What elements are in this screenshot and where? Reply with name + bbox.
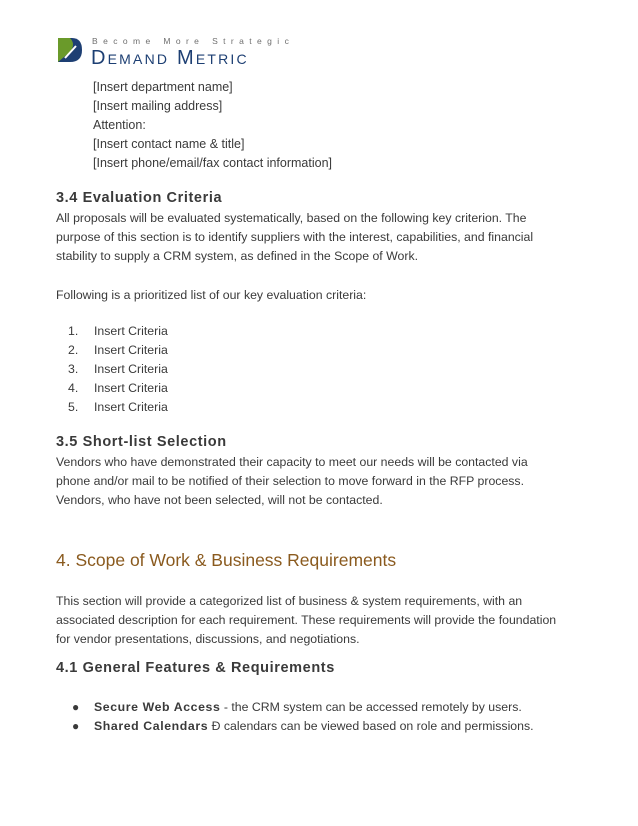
list-number: 4. [68,381,79,395]
list-text: Insert Criteria [94,362,168,376]
list-item [72,698,534,717]
paragraph-line: associated description for each requirement. These requirements will provide the foundation [56,613,557,627]
list-number: 2. [68,343,79,357]
requirement-description: - the CRM system can be accessed remotely by users. [220,700,522,714]
address-line: [Insert phone/email/fax contact information] [93,156,333,170]
paragraph-criteria-intro [56,286,596,305]
list-number: 5. [68,400,79,414]
list-text: Insert Criteria [94,400,168,414]
paragraph-line: for vendor presentations, discussions, and negotiations. [56,632,360,646]
list-item [68,360,168,379]
bullet-icon: ● [72,719,80,733]
paragraph-evaluation [56,209,596,266]
list-item [68,398,168,417]
paragraph-line: All proposals will be evaluated systematically, based on the following key criterion. The [56,211,527,225]
address-line: [Insert contact name & title] [93,137,245,151]
list-text: Insert Criteria [94,381,168,395]
paragraph-line: Vendors who have demonstrated their capacity to meet our needs will be contacted via [56,455,528,469]
list-number: 1. [68,324,79,338]
requirement-title: Shared Calendars [94,719,209,733]
paragraph-scope [56,592,596,649]
requirements-list [72,698,534,736]
criteria-list [68,322,168,417]
bullet-icon: ● [72,700,80,714]
address-line: Attention: [93,118,146,132]
list-item [68,341,168,360]
section-heading-4: 4. Scope of Work & Business Requirements [56,550,397,570]
list-text: Insert Criteria [94,324,168,338]
section-heading-3-4: 3.4 Evaluation Criteria [56,190,223,206]
paragraph-line: phone and/or mail to be notified of their selection to move forward in the RFP process. [56,474,524,488]
list-item [72,717,534,736]
requirement-description: Ð calendars can be viewed based on role and permissions. [208,719,534,733]
demand-metric-logo-icon [56,36,84,64]
paragraph-shortlist [56,453,596,510]
section-heading-3-5: 3.5 Short-list Selection [56,434,227,450]
address-line: [Insert department name] [93,80,233,94]
paragraph-line: purpose of this section is to identify suppliers with the interest, capabilities, and financial [56,230,534,244]
brand-name: Demand Metric [91,47,249,69]
requirement-title: Secure Web Access [94,700,221,714]
paragraph-line: stability to supply a CRM system, as defined in the Scope of Work. [56,249,419,263]
list-item [68,322,168,341]
address-block [93,78,332,173]
list-item [68,379,168,398]
list-number: 3. [68,362,79,376]
paragraph-line: Following is a prioritized list of our key evaluation criteria: [56,288,367,302]
list-text: Insert Criteria [94,343,168,357]
paragraph-line: Vendors, who have not been selected, will not be contacted. [56,493,383,507]
address-line: [Insert mailing address] [93,99,223,113]
section-heading-4-1: 4.1 General Features & Requirements [56,660,335,676]
paragraph-line: This section will provide a categorized list of business & system requirements, with an [56,594,523,608]
tagline: Become More Strategic [92,36,295,46]
